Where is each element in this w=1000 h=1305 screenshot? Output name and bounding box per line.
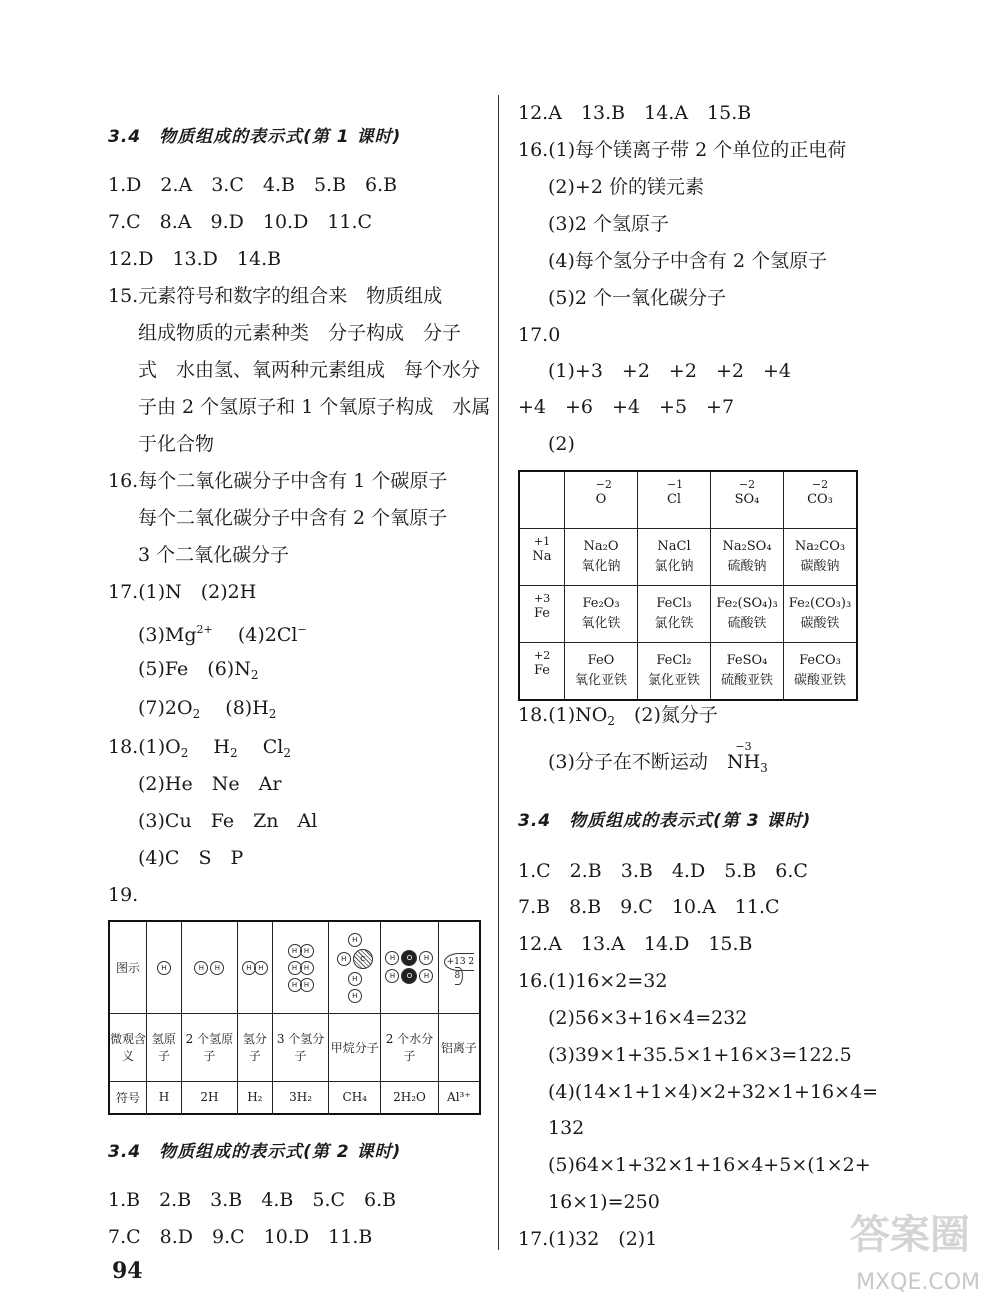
- anion-header: −2 O: [565, 471, 638, 529]
- compound-cell: FeO 氧化亚铁: [565, 643, 638, 701]
- valence-table: [518, 470, 858, 701]
- meaning-cell: 氢原子: [147, 1013, 182, 1081]
- answer-line: 16.(1)每个镁离子带 2 个单位的正电荷: [518, 139, 847, 161]
- column-divider: [498, 95, 499, 1250]
- answer-line: 每个二氧化碳分子中含有 2 个氧原子: [138, 507, 448, 529]
- answer-line: 12.A 13.A 14.D 15.B: [518, 933, 753, 955]
- answer-line: (4)每个氢分子中含有 2 个氢原子: [548, 250, 828, 272]
- symbol-cell: Al³⁺: [438, 1081, 480, 1114]
- meaning-cell: 3 个氢分子: [272, 1013, 329, 1081]
- diagram-h-atom: H: [147, 921, 182, 1013]
- diagram-h2: H H: [237, 921, 272, 1013]
- answer-line: 17.(1)N (2)2H: [108, 581, 257, 603]
- compound-cell: FeCl₂ 氯化亚铁: [638, 643, 711, 701]
- symbol-cell: 2H: [181, 1081, 237, 1114]
- page-number: 94: [112, 1258, 143, 1284]
- symbol-cell: CH₄: [329, 1081, 381, 1114]
- answer-line: 7.C 8.D 9.C 10.D 11.B: [108, 1226, 373, 1248]
- anion-header: −2 CO₃: [784, 471, 858, 529]
- answer-line-q18-3: (3)分子在不断运动 −3 $NH_3$: [548, 740, 768, 775]
- answer-line-q18-1: $18.(1)O_2$ $H_2$ $Cl_2$: [108, 736, 291, 760]
- answer-line: 1.B 2.B 3.B 4.B 5.C 6.B: [108, 1189, 397, 1211]
- answer-line: 12.A 13.B 14.A 15.B: [518, 102, 752, 124]
- section-heading-lesson-3: 3.4 物质组成的表示式(第 3 课时): [518, 811, 812, 831]
- compound-cell: Fe₂(SO₄)₃ 硫酸铁: [711, 586, 784, 643]
- answer-line: (3)2 个氢原子: [548, 213, 670, 235]
- compound-cell: FeCl₃ 氯化铁: [638, 586, 711, 643]
- section-heading-lesson-2: 3.4 物质组成的表示式(第 2 课时): [108, 1142, 402, 1162]
- answer-line: 16.每个二氧化碳分子中含有 1 个碳原子: [108, 470, 448, 492]
- answer-line: 19.: [108, 884, 139, 906]
- meaning-cell: 2 个氢原子: [181, 1013, 237, 1081]
- compound-cell: Na₂SO₄ 硫酸钠: [711, 529, 784, 586]
- symbol-cell: H: [147, 1081, 182, 1114]
- answer-line: 7.C 8.A 9.D 10.D 11.C: [108, 211, 373, 233]
- watermark-url: MXQE.COM: [856, 1270, 980, 1295]
- answer-line: (2)+2 价的镁元素: [548, 176, 704, 198]
- cation-header: +1 Na: [519, 529, 565, 586]
- answer-line: (2)He Ne Ar: [138, 773, 282, 795]
- symbol-cell: 3H₂: [272, 1081, 329, 1114]
- anion-header: −2 SO₄: [711, 471, 784, 529]
- answer-line: (5)2 个一氧化碳分子: [548, 287, 727, 309]
- cation-header: +3 Fe: [519, 586, 565, 643]
- answer-line: (1)+3 +2 +2 +2 +4: [548, 360, 791, 382]
- answer-line: 于化合物: [138, 433, 215, 455]
- answer-line: 12.D 13.D 14.B: [108, 248, 282, 270]
- symbol-cell: H₂: [237, 1081, 272, 1114]
- answer-line: 式 水由氢、氧两种元素组成 每个水分: [138, 359, 481, 381]
- diagram-2h: H H: [181, 921, 237, 1013]
- anion-header: −1 Cl: [638, 471, 711, 529]
- answer-line: 132: [548, 1117, 585, 1139]
- symbol-cell: 2H₂O: [381, 1081, 439, 1114]
- answer-line: (2): [548, 433, 575, 455]
- meaning-cell: 铝离子: [438, 1013, 480, 1081]
- answer-line: (2)56×3+16×4=232: [548, 1007, 748, 1029]
- answer-line: (4)(14×1+1×4)×2+32×1+16×4=: [548, 1081, 879, 1103]
- answer-line-q18-1: $18.(1)NO_2$ (2)氮分子: [518, 704, 718, 728]
- answer-line: (4)C S P: [138, 847, 244, 869]
- compound-cell: Na₂O 氧化钠: [565, 529, 638, 586]
- answer-line: (3)39×1+35.5×1+16×3=122.5: [548, 1044, 852, 1066]
- answer-line: 组成物质的元素种类 分子构成 分子: [138, 322, 462, 344]
- section-heading-lesson-1: 3.4 物质组成的表示式(第 1 课时): [108, 127, 402, 147]
- diagram-ch4: H H CH H: [329, 921, 381, 1013]
- answer-line: 3 个二氧化碳分子: [138, 544, 290, 566]
- compound-cell: FeSO₄ 硫酸亚铁: [711, 643, 784, 701]
- answer-line: 1.D 2.A 3.C 4.B 5.B 6.B: [108, 174, 398, 196]
- row-label: 微观含义: [109, 1013, 147, 1081]
- watermark-logo: 答案圈: [850, 1212, 970, 1258]
- compound-cell: Na₂CO₃ 碳酸钠: [784, 529, 858, 586]
- answer-line: 7.B 8.B 9.C 10.A 11.C: [518, 896, 780, 918]
- compound-cell: FeCO₃ 碳酸亚铁: [784, 643, 858, 701]
- answer-line-q17-5-6: (5)Fe $(6)N_2$: [138, 658, 259, 682]
- answer-line: 17.0: [518, 324, 561, 346]
- answer-line: 1.C 2.B 3.B 4.D 5.B 6.C: [518, 860, 808, 882]
- row-label: 符号: [109, 1081, 147, 1114]
- answer-line-q17-3-4: $(3)Mg^{2+}$ (4)2Cl−: [138, 623, 307, 646]
- answer-line: (3)Cu Fe Zn Al: [138, 810, 318, 832]
- answer-line: 16.(1)16×2=32: [518, 970, 668, 992]
- answer-line-q17-7-8: $(7)2O_2$ $(8)H_2$: [138, 697, 277, 721]
- answer-line: 17.(1)32 (2)1: [518, 1228, 658, 1250]
- compound-cell: Fe₂O₃ 氧化铁: [565, 586, 638, 643]
- meaning-cell: 甲烷分子: [329, 1013, 381, 1081]
- diagram-3h2: H H H H H H: [272, 921, 329, 1013]
- row-label: 图示: [109, 921, 147, 1013]
- diagram-2h2o: H O H H O H: [381, 921, 439, 1013]
- answer-line: 16×1)=250: [548, 1191, 660, 1213]
- answer-line: +4 +6 +4 +5 +7: [518, 396, 735, 418]
- corner-cell: [519, 471, 565, 529]
- micro-meaning-table: [108, 920, 481, 1115]
- diagram-al-ion: +13 2 8: [438, 921, 480, 1013]
- meaning-cell: 氢分子: [237, 1013, 272, 1081]
- answer-line: 15.元素符号和数字的组合来 物质组成: [108, 285, 443, 307]
- compound-cell: NaCl 氯化钠: [638, 529, 711, 586]
- answer-line: 子由 2 个氢原子和 1 个氧原子构成 水属: [138, 396, 491, 418]
- compound-cell: Fe₂(CO₃)₃ 碳酸铁: [784, 586, 858, 643]
- meaning-cell: 2 个水分子: [381, 1013, 439, 1081]
- cation-header: +2 Fe: [519, 643, 565, 701]
- answer-line: (5)64×1+32×1+16×4+5×(1×2+: [548, 1154, 871, 1176]
